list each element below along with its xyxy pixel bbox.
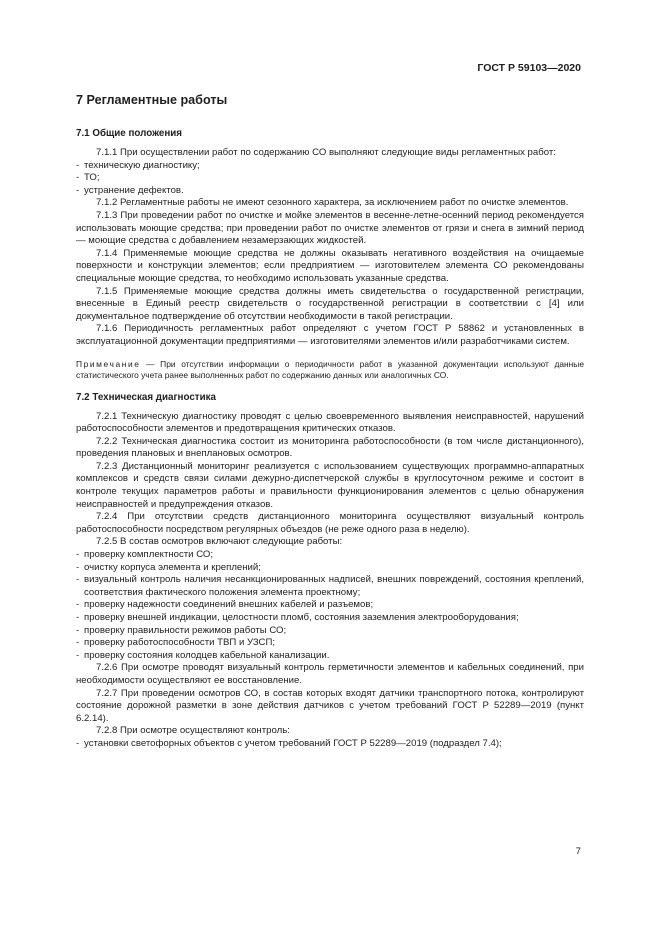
paragraph-7-2-7: 7.2.7 При проведении осмотров СО, в состав которых входят датчики транспортного потока, контролируют состояние дорожной разметки в зоне действия датчиков с учетом требований ГОСТ Р 52289—2019 (пункт 6.2.14).	[76, 687, 584, 724]
section-title: 7 Регламентные работы	[76, 93, 228, 107]
paragraph-7-2-2: 7.2.2 Техническая диагностика состоит из мониторинга работоспособности (в том числе дистанционного), проведения плановых и внеплановых осмотров.	[76, 435, 584, 460]
list-item: - устранение дефектов.	[76, 184, 184, 196]
subsection-title-general: 7.1 Общие положения	[76, 128, 183, 139]
page-number: 7	[575, 846, 581, 857]
page-content	[76, 92, 584, 751]
paragraph-7-2-4: 7.2.4 При отсутствии средств дистанционного мониторинга осуществляют визуальный контроль работоспособности посредством регулярных объездов (не реже одного раза в неделю).	[76, 511, 584, 535]
paragraph-7-2-3: 7.2.3 Дистанционный мониторинг реализуется с использованием существующих программно-аппаратных комплексов и средств связи силами дежурно-диспетчерской службы в круглосуточном режиме и состоит в контроле текущих параметров работы и правильности функционирования элементов с целью обнаружения неисправностей и предупреждения отказов.	[76, 460, 584, 510]
paragraph-7-1-5: 7.1.5 Применяемые моющие средства должны иметь свидетельства о государственной регистрации, внесенные в Единый реестр свидетельств о государственной регистрации в соответствии с [4] или документальное подтверждение об отсутствии необходимости в такой регистрации.	[76, 285, 584, 322]
list-item: - проверку работоспособности ТВП и УЗСП;	[76, 637, 276, 649]
note	[76, 359, 584, 381]
list-item: - проверку состояния колодцев кабельной канализации.	[76, 649, 330, 661]
list-item: - ТО;	[76, 172, 100, 184]
list-item: - проверку правильности режимов работы СО;	[76, 624, 287, 636]
list-item: - очистку корпуса элемента и креплений;	[76, 561, 261, 573]
paragraph-7-1-3: 7.1.3 При проведении работ по очистке и мойке элементов в весенне-летне-осенний период рекомендуется использовать моющие средства; при проведении работ по очистке элементов от грязи и снега в зимний период — моющие средства с добавлением незамерзающих жидкостей.	[76, 209, 584, 247]
list-item: - визуальный контроль наличия несанкционированных надписей, внешних повреждений, состояния креплений, соответствия фактического положения элемента проектному;	[76, 574, 584, 598]
paragraph-7-2-1: 7.2.1 Техническую диагностику проводят с целью своевременного выявления неисправностей, нарушений работоспособности элементов и предотвращения критических отказов.	[76, 410, 584, 435]
subsection-title-diagnostics: 7.2 Техническая диагностика	[76, 391, 216, 403]
paragraph-7-1-6: 7.1.6 Периодичность регламентных работ определяют с учетом ГОСТ Р 58862 и установленных в эксплуатационной документации предприятиями — изготовителями элементов и/или разработчиками систем.	[76, 323, 584, 347]
paragraph-7-2-5: 7.2.5 В состав осмотров включают следующие работы:	[96, 536, 343, 548]
paragraph-7-2-8: 7.2.8 При осмотре осуществляют контроль:	[96, 725, 290, 737]
document-code: ГОСТ Р 59103—2020	[477, 62, 581, 74]
paragraph-7-1-4: 7.1.4 Применяемые моющие средства не должны оказывать негативного воздействия на очищаемые поверхности и конструкции элементов; если предприятием — изготовителем элемента СО рекомендованы специальные моющие средства, то необходимо использовать указанные средства.	[76, 247, 584, 284]
paragraph-7-2-6: 7.2.6 При осмотре проводят визуальный контроль герметичности элементов и кабельных соединений, при необходимости осуществляют ее восстановление.	[76, 662, 584, 686]
list-item: - техническую диагностику;	[76, 159, 200, 171]
note-label: Примечание	[76, 358, 141, 369]
list-item: - проверку комплектности СО;	[76, 549, 214, 561]
list-item: - установки светофорных объектов с учетом требований ГОСТ Р 52289—2019 (подраздел 7.4);	[76, 737, 502, 749]
paragraph-7-1-1: 7.1.1 При осуществлении работ по содержанию СО выполняют следующие виды регламентных работ:	[96, 147, 556, 158]
list-item: - проверку внешней индикации, целостности пломб, состояния заземления электрооборудования;	[76, 612, 519, 623]
note-text: — При отсутствии информации о периодичности работ в указанной документации используют данные статистического учета ранее выполненных работ по содержанию данных или аналогичных СО.	[76, 358, 584, 380]
paragraph-7-1-2: 7.1.2 Регламентные работы не имеют сезонного характера, за исключением работ по очистке элементов.	[96, 197, 569, 209]
list-item: - проверку надежности соединений внешних кабелей и разъемов;	[76, 599, 374, 611]
